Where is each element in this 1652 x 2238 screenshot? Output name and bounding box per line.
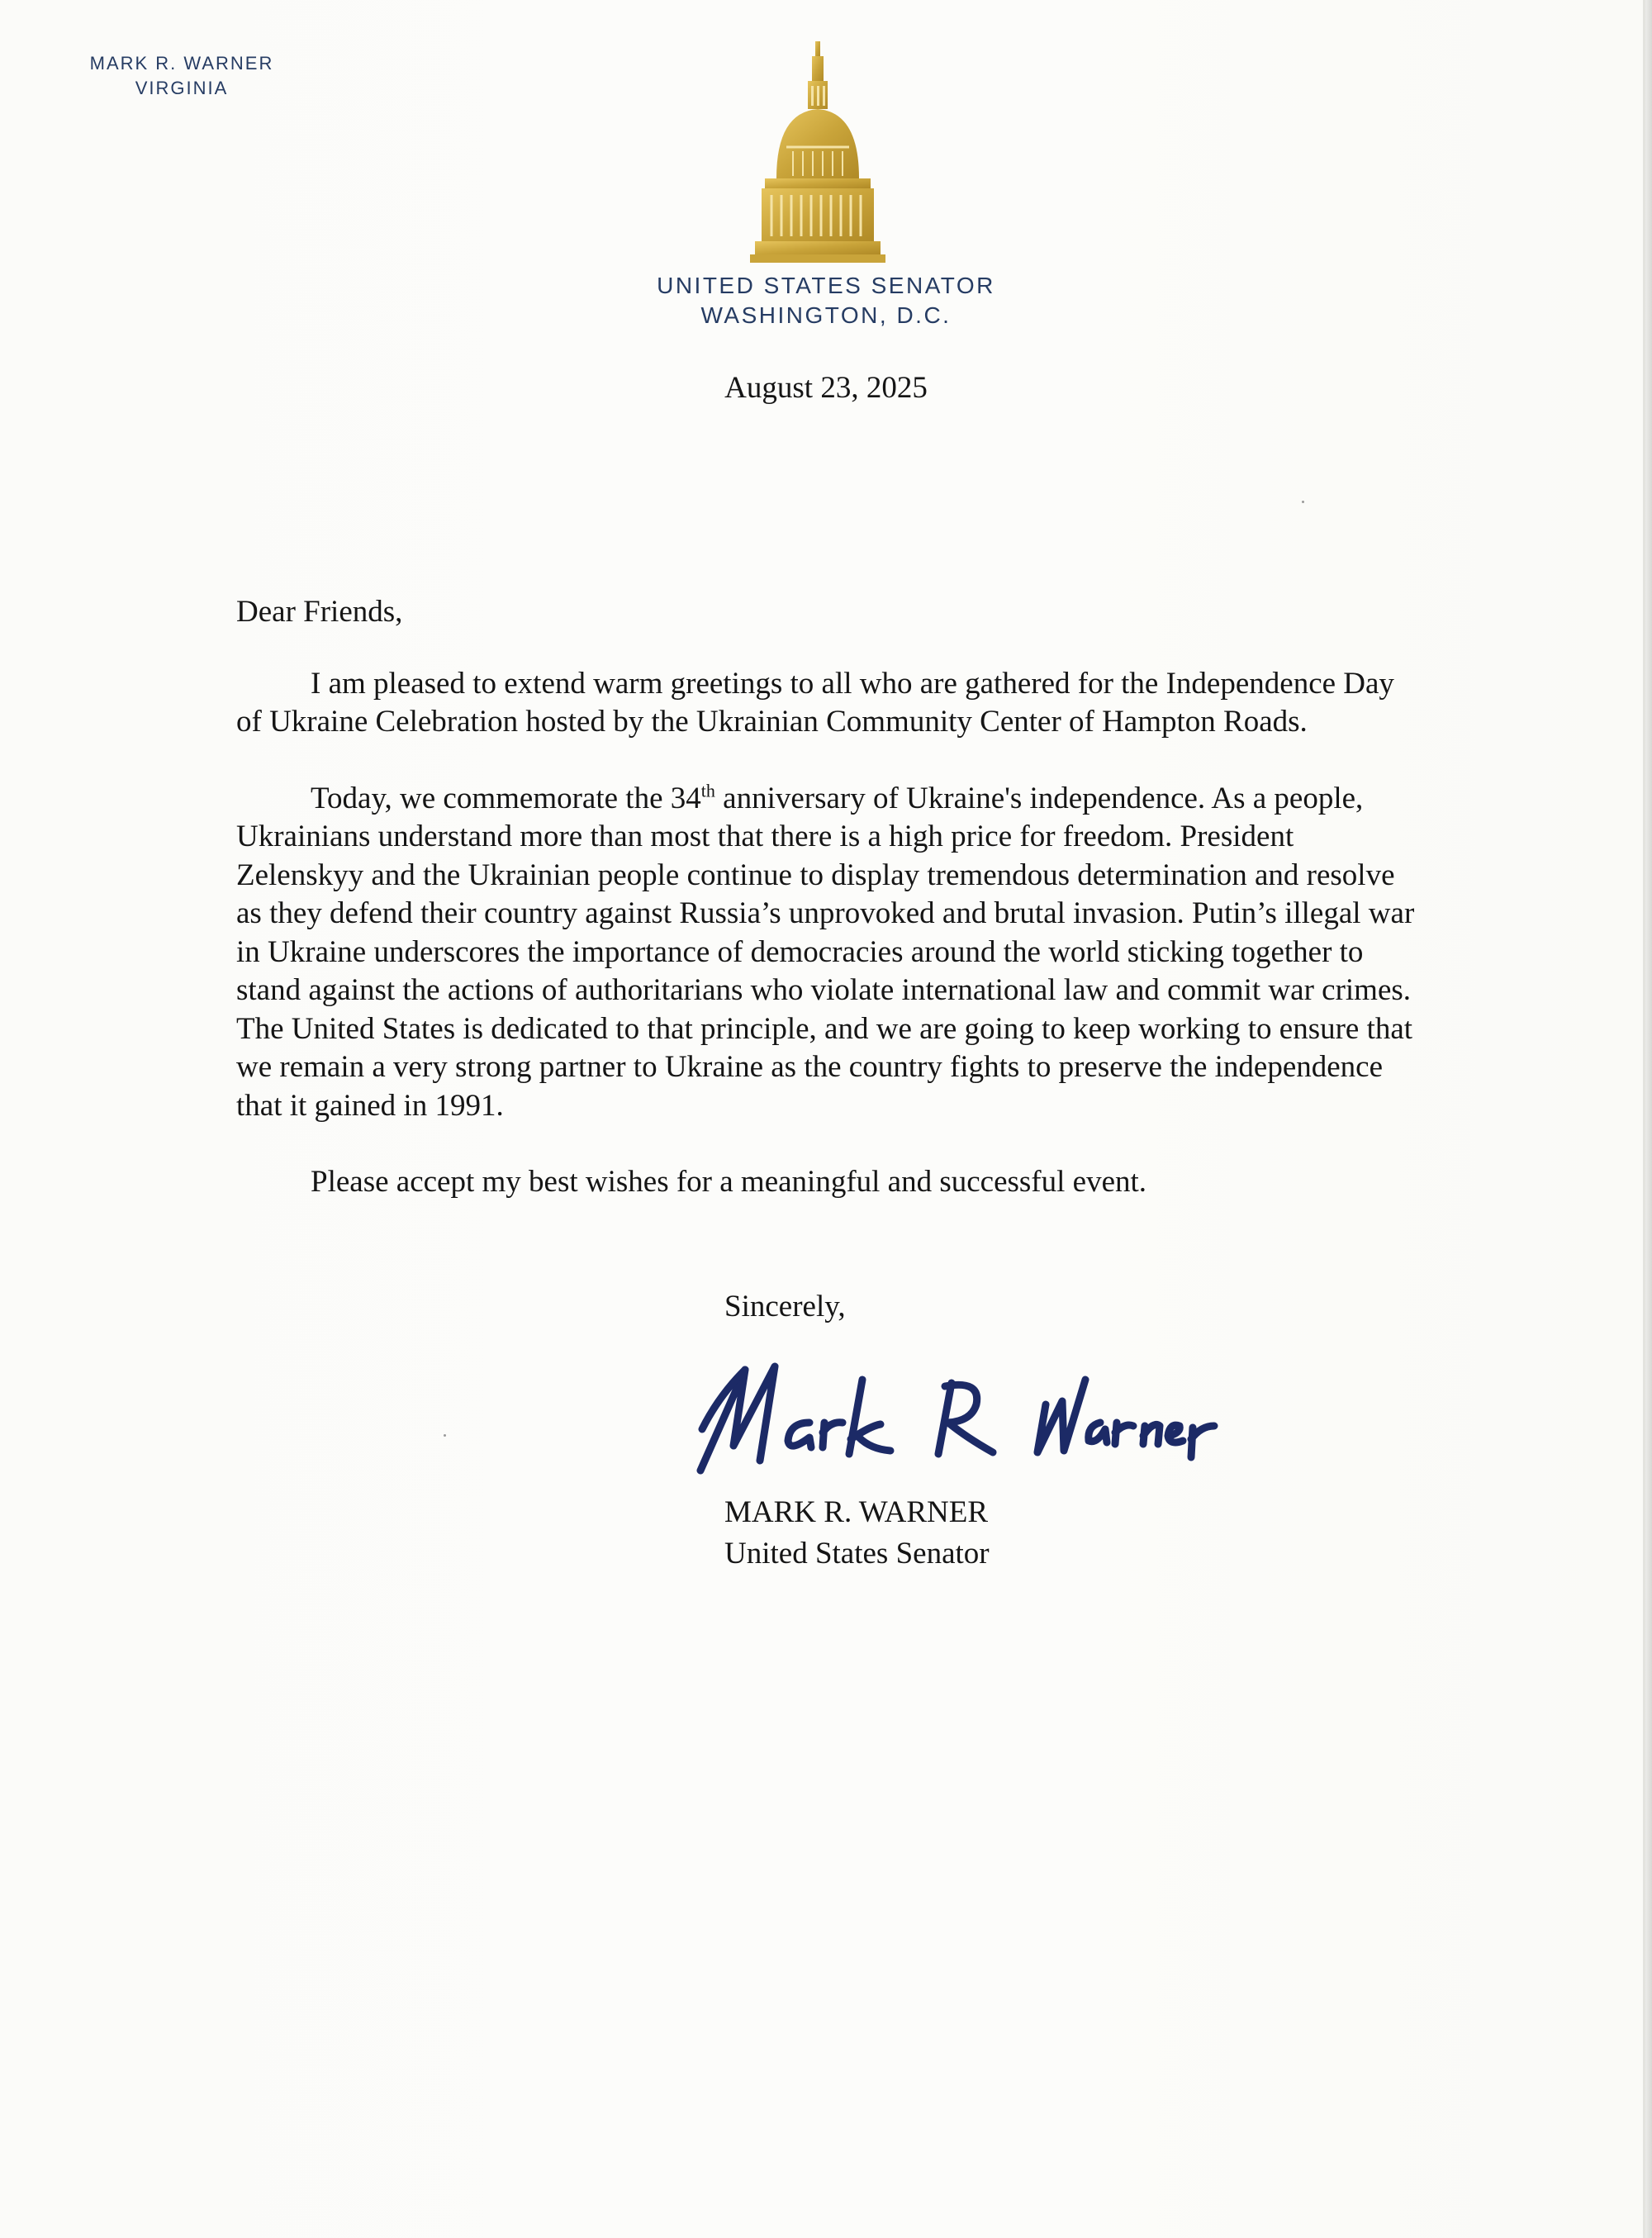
signer-title: United States Senator [724, 1537, 990, 1570]
handwritten-signature [686, 1347, 1247, 1487]
paragraph-main [236, 780, 1426, 1126]
signer-name: MARK R. WARNER [724, 1495, 988, 1529]
letter-body [236, 593, 1426, 1240]
letterhead-office-title: UNITED STATES SENATOR [657, 273, 995, 298]
salutation: Dear Friends, [236, 595, 403, 629]
paper-speck [1302, 501, 1304, 503]
paragraph-closing: Please accept my best wishes for a meaningful and successful event. [311, 1165, 1147, 1199]
valediction: Sincerely, [724, 1290, 846, 1323]
paragraph-main-rest: anniversary of Ukraine's independence. As a people, Ukrainians understand more than most that there is a high price for freedom. President Zelenskyy and the Ukrainian people continue to display tremendous determination and resolve as they defend their country against Russia’s unprovoked and brutal invasion. Putin’s illegal war in Ukraine underscores the importance of democracies around the world sticking together to stand against the actions of authoritarians who violate international law and commit war crimes. The United States is dedicated to that principle, and we are going to keep working to ensure that we remain a very strong partner to Ukraine as the country fights to preserve the independence that it gained in 1991. [236, 781, 1415, 1123]
letterhead-senator [58, 51, 306, 101]
ordinal-suffix: th [700, 780, 715, 801]
signer-block [724, 1492, 990, 1575]
capitol-dome-icon [743, 40, 892, 267]
paper-speck [444, 1434, 446, 1437]
page-edge [1645, 0, 1652, 2238]
letterhead-office-location: WASHINGTON, D.C. [700, 302, 952, 328]
paragraph-main-start: Today, we commemorate the 34 [311, 781, 701, 815]
letterhead-senator-name: MARK R. WARNER [89, 53, 274, 74]
letterhead-office [578, 271, 1074, 330]
letter-date: August 23, 2025 [724, 371, 928, 405]
paragraph-greeting: I am pleased to extend warm greetings to all who are gathered for the Independence Day of Ukraine Celebration hosted by the Ukrainian Community Center of Hampton Roads. [236, 666, 1394, 739]
letterhead-state: VIRGINIA [135, 78, 229, 98]
